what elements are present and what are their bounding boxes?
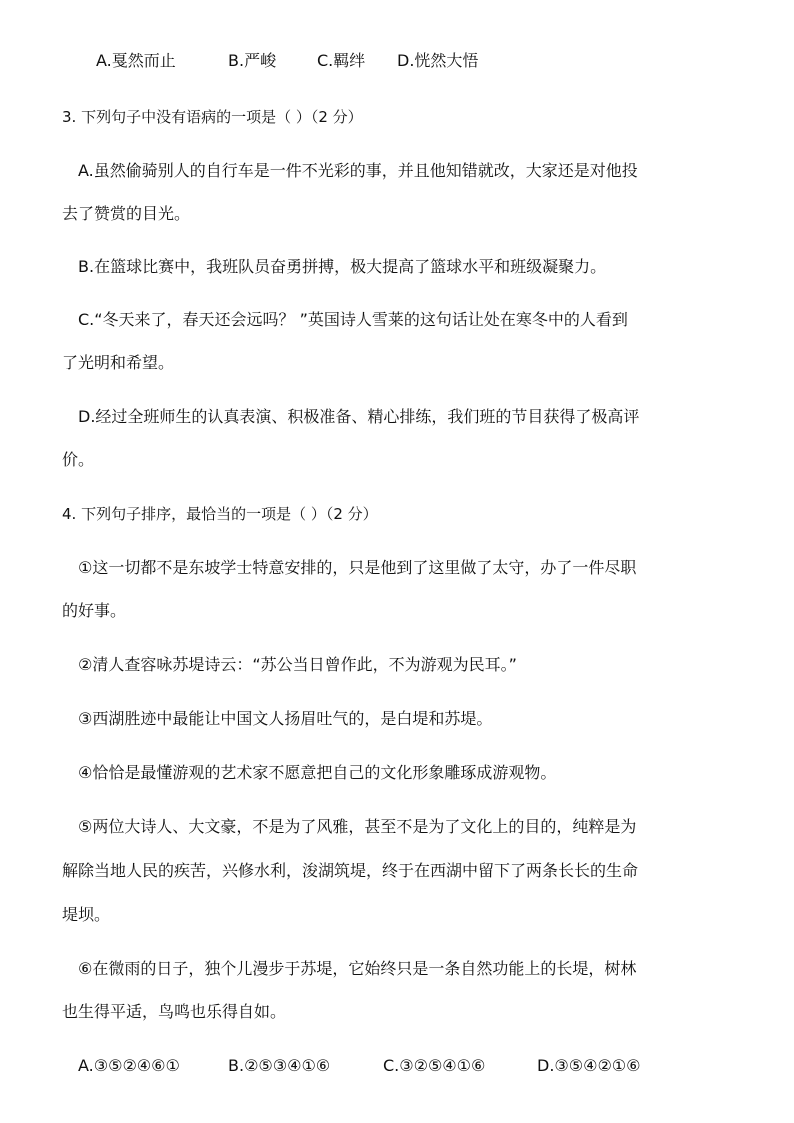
q3-option-a-line2: 去了赞赏的目光。 xyxy=(62,204,191,223)
q2-option-d: D.恍然大悟 xyxy=(397,51,479,70)
q3-option-d-line1: D.经过全班师生的认真表演、积极准备、精心排练，我们班的节目获得了极高评 xyxy=(78,407,640,426)
q4-sentence-5-line1: ⑤两位大诗人、大文豪，不是为了风雅，甚至不是为了文化上的目的，纯粹是为 xyxy=(78,817,637,836)
q4-sentence-5-line2: 解除当地人民的疾苦，兴修水利，浚湖筑堤，终于在西湖中留下了两条长长的生命 xyxy=(62,861,639,880)
q2-option-c: C.羁绊 xyxy=(317,51,366,70)
q3-stem: 3. 下列句子中没有语病的一项是（ ）（2 分） xyxy=(62,108,363,126)
q3-option-c-line1: C.“冬天来了，春天还会远吗？ ”英国诗人雪莱的这句话让处在寒冬中的人看到 xyxy=(78,310,628,329)
q4-sentence-3: ③西湖胜迹中最能让中国文人扬眉吐气的，是白堤和苏堤。 xyxy=(78,709,493,728)
q4-sentence-6-line2: 也生得平适，鸟鸣也乐得自如。 xyxy=(62,1002,287,1021)
q4-stem: 4. 下列句子排序，最恰当的一项是（ ）（2 分） xyxy=(62,505,378,523)
q2-option-b: B.严峻 xyxy=(228,51,277,70)
q3-option-d-line2: 价。 xyxy=(62,450,95,469)
q4-sentence-6-line1: ⑥在微雨的日子，独个儿漫步于苏堤，它始终只是一条自然功能上的长堤，树林 xyxy=(78,959,637,978)
q4-sentence-2: ②清人查容咏苏堤诗云：“苏公当日曾作此，不为游观为民耳。” xyxy=(78,655,517,674)
q3-option-b: B.在篮球比赛中，我班队员奋勇拼搏，极大提高了篮球水平和班级凝聚力。 xyxy=(78,257,607,276)
q4-option-a: A.③⑤②④⑥① xyxy=(78,1056,180,1075)
q4-option-b: B.②⑤③④①⑥ xyxy=(228,1056,331,1075)
q2-option-a: A.戛然而止 xyxy=(96,51,176,70)
q4-sentence-1-line1: ①这一切都不是东坡学士特意安排的，只是他到了这里做了太守，办了一件尽职 xyxy=(78,558,637,577)
q4-option-c: C.③②⑤④①⑥ xyxy=(383,1056,486,1075)
q4-sentence-5-line3: 堤坝。 xyxy=(62,905,111,924)
q3-option-a-line1: A.虽然偷骑别人的自行车是一件不光彩的事，并且他知错就改，大家还是对他投 xyxy=(78,161,638,180)
q4-option-d: D.③⑤④②①⑥ xyxy=(537,1056,641,1075)
q3-option-c-line2: 了光明和希望。 xyxy=(62,353,175,372)
q4-sentence-1-line2: 的好事。 xyxy=(62,601,127,620)
q4-sentence-4: ④恰恰是最懂游观的艺术家不愿意把自己的文化形象雕琢成游观物。 xyxy=(78,763,557,782)
